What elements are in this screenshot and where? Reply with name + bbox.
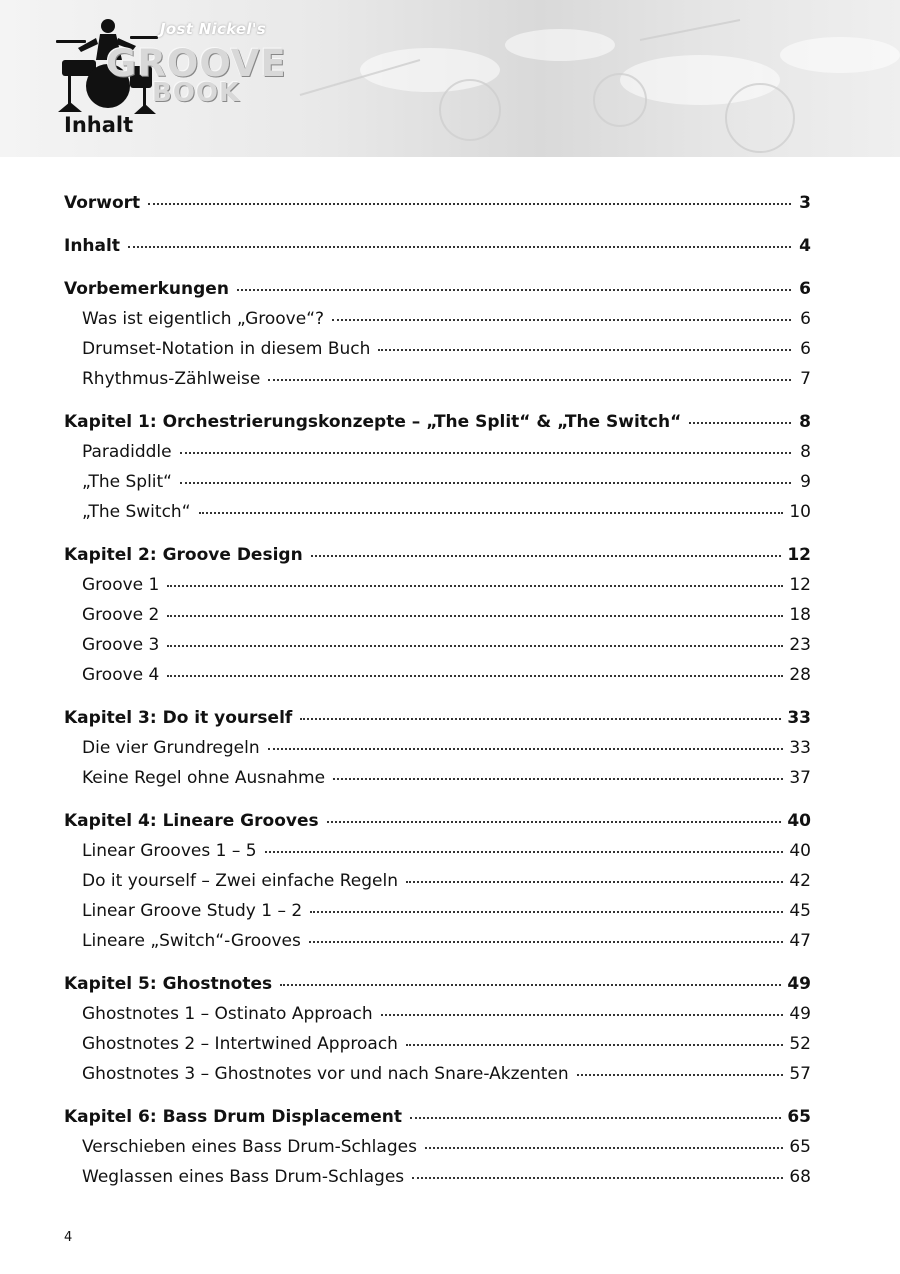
toc-page-number: 23 [789, 635, 811, 655]
toc-dot-leader [167, 644, 783, 647]
toc-entry-title: Kapitel 6: Bass Drum Displacement [64, 1107, 403, 1127]
toc-entry-title: Kapitel 2: Groove Design [64, 545, 303, 565]
toc-dot-leader [381, 1013, 784, 1016]
toc-chapter-entry[interactable] [64, 806, 811, 836]
toc-subsection-entry[interactable] [64, 866, 811, 896]
toc-entry-title: Ghostnotes 2 – Intertwined Approach [82, 1034, 398, 1054]
toc-page-number: 6 [800, 339, 811, 359]
toc-entry-title: Groove 2 [82, 605, 160, 625]
toc-dot-leader [180, 481, 791, 484]
toc-page-number: 8 [800, 442, 811, 462]
toc-spacer [64, 1089, 811, 1102]
toc-dot-leader [167, 614, 783, 617]
toc-chapter-entry[interactable] [64, 188, 811, 218]
toc-page-number: 18 [789, 605, 811, 625]
toc-dot-leader [406, 880, 783, 883]
groove-book-logo [48, 16, 287, 116]
toc-dot-leader [309, 940, 783, 943]
toc-subsection-entry[interactable] [64, 1029, 811, 1059]
toc-page-number: 37 [789, 768, 811, 788]
toc-dot-leader [332, 318, 791, 321]
toc-entry-title: Drumset-Notation in diesem Buch [82, 339, 371, 359]
toc-page-number: 47 [789, 931, 811, 951]
toc-dot-leader [412, 1176, 783, 1179]
toc-entry-title: Groove 1 [82, 575, 160, 595]
toc-subsection-entry[interactable] [64, 304, 811, 334]
toc-entry-title: Kapitel 4: Lineare Grooves [64, 811, 319, 831]
toc-entry-title: „The Switch“ [82, 502, 191, 522]
toc-page-number: 12 [787, 545, 811, 565]
toc-dot-leader [311, 554, 782, 557]
toc-subsection-entry[interactable] [64, 926, 811, 956]
toc-page-number: 52 [789, 1034, 811, 1054]
toc-dot-leader [425, 1146, 783, 1149]
toc-entry-title: Inhalt [64, 236, 120, 256]
toc-subsection-entry[interactable] [64, 660, 811, 690]
toc-page-number: 68 [789, 1167, 811, 1187]
toc-dot-leader [128, 245, 791, 248]
toc-entry-title: Lineare „Switch“-Grooves [82, 931, 301, 951]
toc-entry-title: Vorwort [64, 193, 141, 213]
toc-spacer [64, 527, 811, 540]
toc-page-number: 40 [789, 841, 811, 861]
toc-dot-leader [268, 747, 784, 750]
toc-entry-title: Ghostnotes 1 – Ostinato Approach [82, 1004, 373, 1024]
toc-entry-title: Kapitel 3: Do it yourself [64, 708, 293, 728]
toc-spacer [64, 793, 811, 806]
toc-page-number: 8 [799, 412, 811, 432]
toc-spacer [64, 218, 811, 231]
toc-dot-leader [689, 421, 791, 424]
toc-subsection-entry[interactable] [64, 570, 811, 600]
toc-entry-title: Do it yourself – Zwei einfache Regeln [82, 871, 398, 891]
toc-spacer [64, 956, 811, 969]
toc-dot-leader [180, 451, 791, 454]
toc-page-number: 28 [789, 665, 811, 685]
toc-spacer [64, 690, 811, 703]
toc-dot-leader [406, 1043, 783, 1046]
toc-spacer [64, 261, 811, 274]
toc-page-number: 12 [789, 575, 811, 595]
toc-subsection-entry[interactable] [64, 467, 811, 497]
toc-entry-title: Ghostnotes 3 – Ghostnotes vor und nach Snare-Akzenten [82, 1064, 569, 1084]
logo-author-text: Jost Nickel's [160, 20, 266, 38]
toc-page-number: 9 [800, 472, 811, 492]
toc-page-number: 49 [789, 1004, 811, 1024]
toc-page-number: 3 [799, 193, 811, 213]
toc-page-number: 10 [789, 502, 811, 522]
page-title: Inhalt [64, 113, 134, 137]
logo-subtitle-text: BOOK [152, 78, 241, 108]
toc-page-number: 40 [787, 811, 811, 831]
toc-dot-leader [148, 202, 791, 205]
toc-subsection-entry[interactable] [64, 999, 811, 1029]
toc-entry-title: Groove 4 [82, 665, 160, 685]
toc-chapter-entry[interactable] [64, 969, 811, 999]
toc-subsection-entry[interactable] [64, 364, 811, 394]
toc-entry-title: Groove 3 [82, 635, 160, 655]
toc-dot-leader [310, 910, 783, 913]
toc-subsection-entry[interactable] [64, 896, 811, 926]
toc-dot-leader [167, 584, 783, 587]
toc-chapter-entry[interactable] [64, 540, 811, 570]
toc-dot-leader [378, 348, 791, 351]
toc-entry-title: Keine Regel ohne Ausnahme [82, 768, 326, 788]
toc-dot-leader [300, 717, 781, 720]
toc-entry-title: Kapitel 5: Ghostnotes [64, 974, 273, 994]
toc-subsection-entry[interactable] [64, 334, 811, 364]
toc-dot-leader [167, 674, 783, 677]
toc-page-number: 57 [789, 1064, 811, 1084]
toc-chapter-entry[interactable] [64, 1102, 811, 1132]
toc-page-number: 33 [789, 738, 811, 758]
toc-subsection-entry[interactable] [64, 497, 811, 527]
toc-entry-title: Rhythmus-Zählweise [82, 369, 261, 389]
toc-entry-title: „The Split“ [82, 472, 172, 492]
toc-page-number: 65 [787, 1107, 811, 1127]
toc-entry-title: Linear Groove Study 1 – 2 [82, 901, 303, 921]
toc-entry-title: Was ist eigentlich „Groove“? [82, 309, 325, 329]
toc-subsection-entry[interactable] [64, 600, 811, 630]
toc-subsection-entry[interactable] [64, 763, 811, 793]
toc-dot-leader [268, 378, 791, 381]
toc-dot-leader [327, 820, 782, 823]
toc-page-number: 42 [789, 871, 811, 891]
toc-subsection-entry[interactable] [64, 1132, 811, 1162]
toc-entry-title: Paradiddle [82, 442, 172, 462]
toc-entry-title: Weglassen eines Bass Drum-Schlages [82, 1167, 405, 1187]
toc-subsection-entry[interactable] [64, 630, 811, 660]
toc-entry-title: Verschieben eines Bass Drum-Schlages [82, 1137, 417, 1157]
toc-page-number: 33 [787, 708, 811, 728]
table-of-contents [64, 188, 811, 1192]
toc-chapter-entry[interactable] [64, 231, 811, 261]
toc-entry-title: Linear Grooves 1 – 5 [82, 841, 257, 861]
toc-chapter-entry[interactable] [64, 407, 811, 437]
toc-page-number: 65 [789, 1137, 811, 1157]
toc-dot-leader [237, 288, 791, 291]
toc-dot-leader [280, 983, 781, 986]
toc-subsection-entry[interactable] [64, 1162, 811, 1192]
toc-subsection-entry[interactable] [64, 733, 811, 763]
toc-spacer [64, 394, 811, 407]
toc-dot-leader [199, 511, 784, 514]
page-number: 4 [64, 1230, 73, 1245]
toc-entry-title: Die vier Grundregeln [82, 738, 260, 758]
logo-title-text: GROOVE [106, 42, 287, 85]
toc-dot-leader [410, 1116, 781, 1119]
toc-entry-title: Kapitel 1: Orchestrierungskonzepte – „The Split“ & „The Switch“ [64, 412, 682, 432]
toc-dot-leader [333, 777, 783, 780]
toc-page-number: 6 [799, 279, 811, 299]
toc-page-number: 45 [789, 901, 811, 921]
toc-dot-leader [577, 1073, 784, 1076]
toc-entry-title: Vorbemerkungen [64, 279, 229, 299]
toc-subsection-entry[interactable] [64, 437, 811, 467]
toc-chapter-entry[interactable] [64, 274, 811, 304]
toc-chapter-entry[interactable] [64, 703, 811, 733]
toc-page-number: 49 [787, 974, 811, 994]
toc-page-number: 4 [799, 236, 811, 256]
toc-page-number: 7 [800, 369, 811, 389]
toc-dot-leader [265, 850, 784, 853]
toc-page-number: 6 [800, 309, 811, 329]
toc-subsection-entry[interactable] [64, 836, 811, 866]
header-band [0, 0, 900, 157]
toc-subsection-entry[interactable] [64, 1059, 811, 1089]
